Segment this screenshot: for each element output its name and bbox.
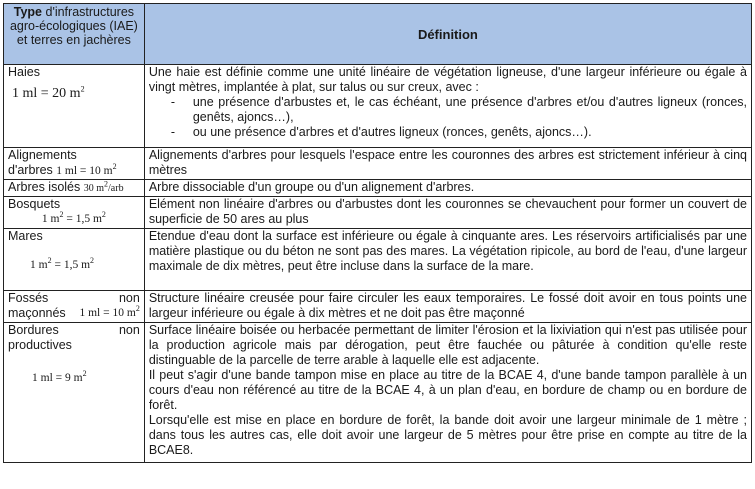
definition-cell-fosses: Structure linéaire creusée pour faire circuler les eaux temporaires. Le fossé doit avoir en tous points une largeur inférieure ou égale à dix mètres et ne doit pas être maçonné — [144, 291, 751, 323]
type-name: Alignements — [8, 148, 77, 162]
type-name-line2: productives — [8, 338, 72, 352]
definition-cell-haies — [144, 65, 751, 148]
table-header-row — [4, 4, 752, 65]
definition-paragraph: Il peut s'agir d'une bande tampon mise en place au titre de la BCAE 4, d'une bande tampon parallèle à un cours d'eau non référencé au titre de la BCAE 4, à un plan d'eau, en bordure de champ ou en bordure de forêt. — [148, 368, 747, 412]
header-type-text: d'infrastructures agro-écologiques (IAE) et terres en jachères — [9, 5, 138, 47]
iae-definitions-table — [3, 3, 752, 463]
type-name: Arbres isolés — [8, 180, 81, 194]
type-cell-alignements — [4, 148, 145, 180]
type-cell-fosses — [4, 291, 145, 323]
type-name-line2: d'arbres 1 ml = 10 $m^2$ — [8, 162, 117, 177]
type-cell-bordures — [4, 323, 145, 463]
table-row — [4, 65, 752, 148]
definition-paragraph: Surface linéaire boisée ou herbacée permettant de limiter l'érosion et la lixiviation qui n'est pas utilisée pour la production agricole mais par dérogation, peut être fauchée ou pâturée à condition qu'elle reste distinguable de la parcelle de terre arable à laquelle elle est adjacente. — [148, 323, 747, 367]
type-name-line2: maçonnés 1 ml = 10 $m^2$ — [8, 304, 140, 320]
type-name: Fossés non — [8, 291, 140, 305]
conversion-ratio: 1 ml = 9 $m^2$ — [32, 369, 87, 384]
table-row — [4, 197, 752, 229]
definition-paragraph: Lorsqu'elle est mise en place en bordure de forêt, la bande doit avoir une largeur minimale de 1 mètre ; dans tous les autres cas, elle doit avoir une largeur de 5 mètres pour être prise en compte au titre de la BCAE8. — [148, 413, 747, 457]
type-name: Mares — [8, 229, 43, 243]
definition-cell-alignements: Alignements d'arbres pour lesquels l'espace entre les couronnes des arbres est strictement inférieur à cinq mètres — [144, 148, 751, 180]
table-row — [4, 180, 752, 197]
type-cell-arbres-isoles — [4, 180, 145, 197]
conversion-ratio: 1 ml = 20 $m^2$ — [12, 84, 85, 101]
definition-cell-mares: Etendue d'eau dont la surface est inférieure ou égale à cinquante ares. Les réservoirs artificialisés par une matière plastique ou du béton ne sont pas des mares. La végétation ripicole, au bord de l'eau, d'une largeur maximale de dix mètres, peut être incluse dans la surface de la mare. — [144, 229, 751, 291]
conversion-ratio: 30 $m^2$/arb — [83, 179, 124, 194]
type-cell-haies — [4, 65, 145, 148]
bullet-item: - une présence d'arbustes et, le cas échéant, une présence d'arbres et/ou d'autres ligneux (ronces, genêts, ajoncs…), — [170, 95, 747, 124]
table-row — [4, 291, 752, 323]
table-row — [4, 229, 752, 291]
header-definition-cell: Définition — [144, 4, 751, 65]
bullet-item: - ou une présence d'arbres et d'autres ligneux (ronces, genêts, ajoncs…). — [170, 125, 592, 139]
type-cell-bosquets — [4, 197, 145, 229]
type-cell-mares — [4, 229, 145, 291]
conversion-ratio: 1 $m^2 = 1,5$ $m^2$ — [30, 256, 95, 271]
definition-cell-bosquets: Elément non linéaire d'arbres ou d'arbustes dont les couronnes se chevauchent pour former un couvert de superficie de 50 ares au plus — [144, 197, 751, 229]
definition-cell-arbres-isoles: Arbre dissociable d'un groupe ou d'un alignement d'arbres. — [144, 180, 751, 197]
table-row — [4, 323, 752, 463]
type-name: Haies — [8, 65, 40, 79]
table-row — [4, 148, 752, 180]
definition-text: Une haie est définie comme une unité linéaire de végétation ligneuse, d'une largeur inférieure ou égale à vingt mètres, implantée à plat, sur talus ou sur creux, avec : — [148, 65, 747, 94]
type-name: Bordures non — [8, 323, 140, 337]
type-name: Bosquets — [8, 197, 61, 211]
conversion-ratio: 1 $m^2 = 1,5$ $m^2$ — [41, 210, 106, 225]
header-type-bold: Type — [13, 5, 43, 19]
header-type-cell — [4, 4, 145, 65]
definition-cell-bordures — [144, 323, 751, 463]
